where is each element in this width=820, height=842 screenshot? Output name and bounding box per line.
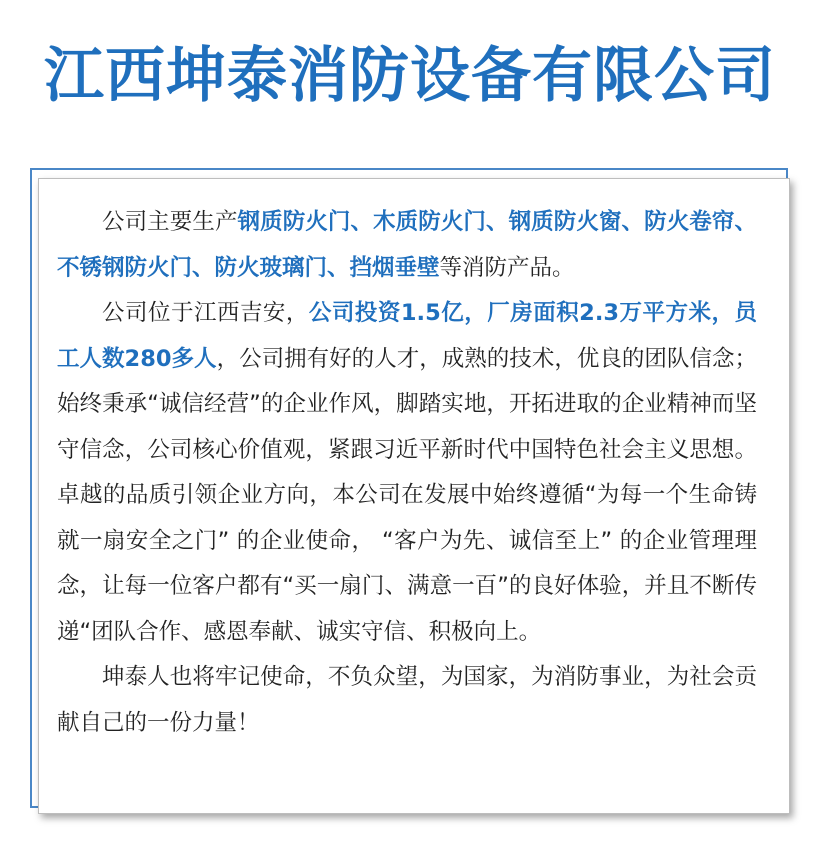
content-body <box>57 200 757 746</box>
paragraph-products-tail: 等消防产品。 <box>439 254 575 281</box>
paragraph-profile-tail: ，公司拥有好的人才，成熟的技术，优良的团队信念；始终秉承“诚信经营”的企业作风，脚踏实地，开拓进取的企业精神而坚守信念，公司核心价值观，紧跟习近平新时代中国特色社会主义思想。卓越的品质引领企业方向，本公司在发展中始终遵循“为每一个生命铸就一扇安全之门” 的企业使命， “客户为先、诚信至上” 的企业管理理念，让每一位客户都有“买一扇门、满意一百”的良好体验，并且不断传递“团队合作、感恩奉献、诚实守信、积极向上。 <box>57 345 757 645</box>
paragraph-profile-lead: 公司位于江西吉安， <box>102 300 309 326</box>
paragraph-mission: 坤泰人也将牢记使命，不负众望，为国家，为消防事业，为社会贡献自己的一份力量！ <box>57 664 757 736</box>
products-highlight: 钢质防火门、木质防火门、钢质防火窗、防火卷帘、不锈钢防火门、防火玻璃门、挡烟垂壁 <box>57 209 757 281</box>
paragraph-company-profile <box>57 291 757 655</box>
page-title: 江西坤泰消防设备有限公司 <box>44 41 776 111</box>
paragraph-products <box>57 200 757 291</box>
profile-highlight: 公司投资1.5亿，厂房面积2.3万平方米，员工人数280多人 <box>57 300 757 372</box>
paragraph-products-lead: 公司主要生产 <box>102 209 238 235</box>
